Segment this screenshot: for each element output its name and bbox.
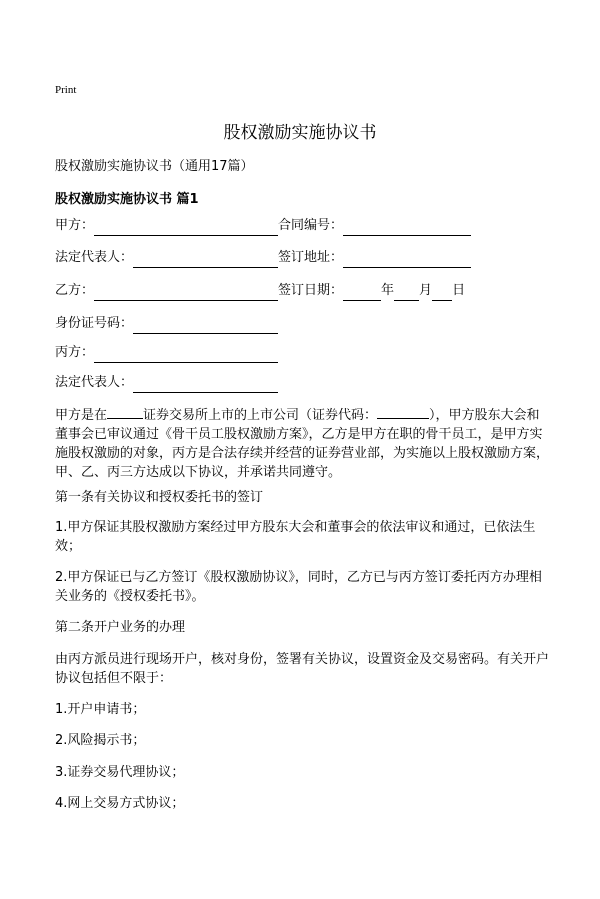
legal-rep-row-2 (55, 373, 278, 393)
day-blank (432, 285, 452, 301)
document-subtitle: 股权激励实施协议书（通用17篇） (55, 159, 254, 174)
intro-part-3: ），甲方股东大会和董事会已审议通过《骨干员工股权激励方案》，乙方是甲方在职的骨干员工，是甲方实施股权激励的对象，丙方是合法存续并经营的证券营业部，为实施以上股权激励方案，甲、乙、丙三方达成以下协议，并承诺共同遵守。 (55, 408, 550, 480)
contract-no-label: 合同编号： (278, 218, 344, 233)
year-label: 年 (381, 283, 395, 298)
party-b-label: 乙方： (55, 283, 95, 298)
party-b-row (55, 281, 465, 301)
id-no-label: 身份证号码： (55, 316, 134, 331)
print-label: Print (55, 84, 77, 96)
id-no-blank (133, 318, 278, 334)
article-1-title: 第一条有关协议和授权委托书的签订 (55, 490, 264, 505)
month-label: 月 (419, 283, 433, 298)
party-a-label: 甲方： (55, 218, 95, 233)
legal-rep-2-blank (133, 377, 278, 393)
legal-rep-1-blank (133, 252, 278, 268)
party-c-row (55, 343, 278, 363)
legal-rep-row-1 (55, 248, 471, 268)
article-1-item-2: 2.甲方保证已与乙方签订《股权激励协议》，同时，乙方已与丙方签订委托丙方办理相关业务的《授权委托书》。 (55, 570, 542, 604)
id-no-row (55, 314, 278, 334)
article-1-item-1: 1.甲方保证其股权激励方案经过甲方股东大会和董事会的依法审议和通过，已依法生效； (55, 520, 536, 554)
exchange-blank (107, 405, 143, 419)
list-item: 4.网上交易方式协议； (55, 796, 185, 811)
contract-no-blank (343, 220, 471, 236)
day-label: 日 (452, 283, 466, 298)
year-blank (343, 285, 381, 301)
party-b-blank (94, 285, 278, 301)
list-item: 3.证券交易代理协议； (55, 765, 185, 780)
section-heading: 股权激励实施协议书 篇1 (55, 192, 199, 207)
article-2-title: 第二条开户业务的办理 (55, 620, 186, 635)
legal-rep-1-label: 法定代表人： (55, 250, 134, 265)
legal-rep-2-label: 法定代表人： (55, 375, 134, 390)
stock-code-blank (377, 405, 429, 419)
party-a-row (55, 216, 471, 236)
party-a-blank (94, 220, 278, 236)
month-blank (394, 285, 419, 301)
article-2-intro: 由丙方派员进行现场开户，核对身份，签署有关协议，设置资金及交易密码。有关开户协议包括但不限于： (55, 652, 550, 686)
intro-part-1: 甲方是在 (55, 408, 108, 423)
party-c-blank (94, 347, 278, 363)
sign-place-blank (343, 252, 471, 268)
list-item: 1.开户申请书； (55, 702, 146, 717)
sign-date-label: 签订日期： (278, 283, 344, 298)
intro-part-2: 证券交易所上市的上市公司（证券代码： (143, 408, 378, 423)
party-c-label: 丙方： (55, 345, 95, 360)
sign-place-label: 签订地址： (278, 250, 344, 265)
intro-paragraph (55, 405, 550, 482)
list-item: 2.风险揭示书； (55, 733, 146, 748)
document-title: 股权激励实施协议书 (223, 123, 377, 143)
